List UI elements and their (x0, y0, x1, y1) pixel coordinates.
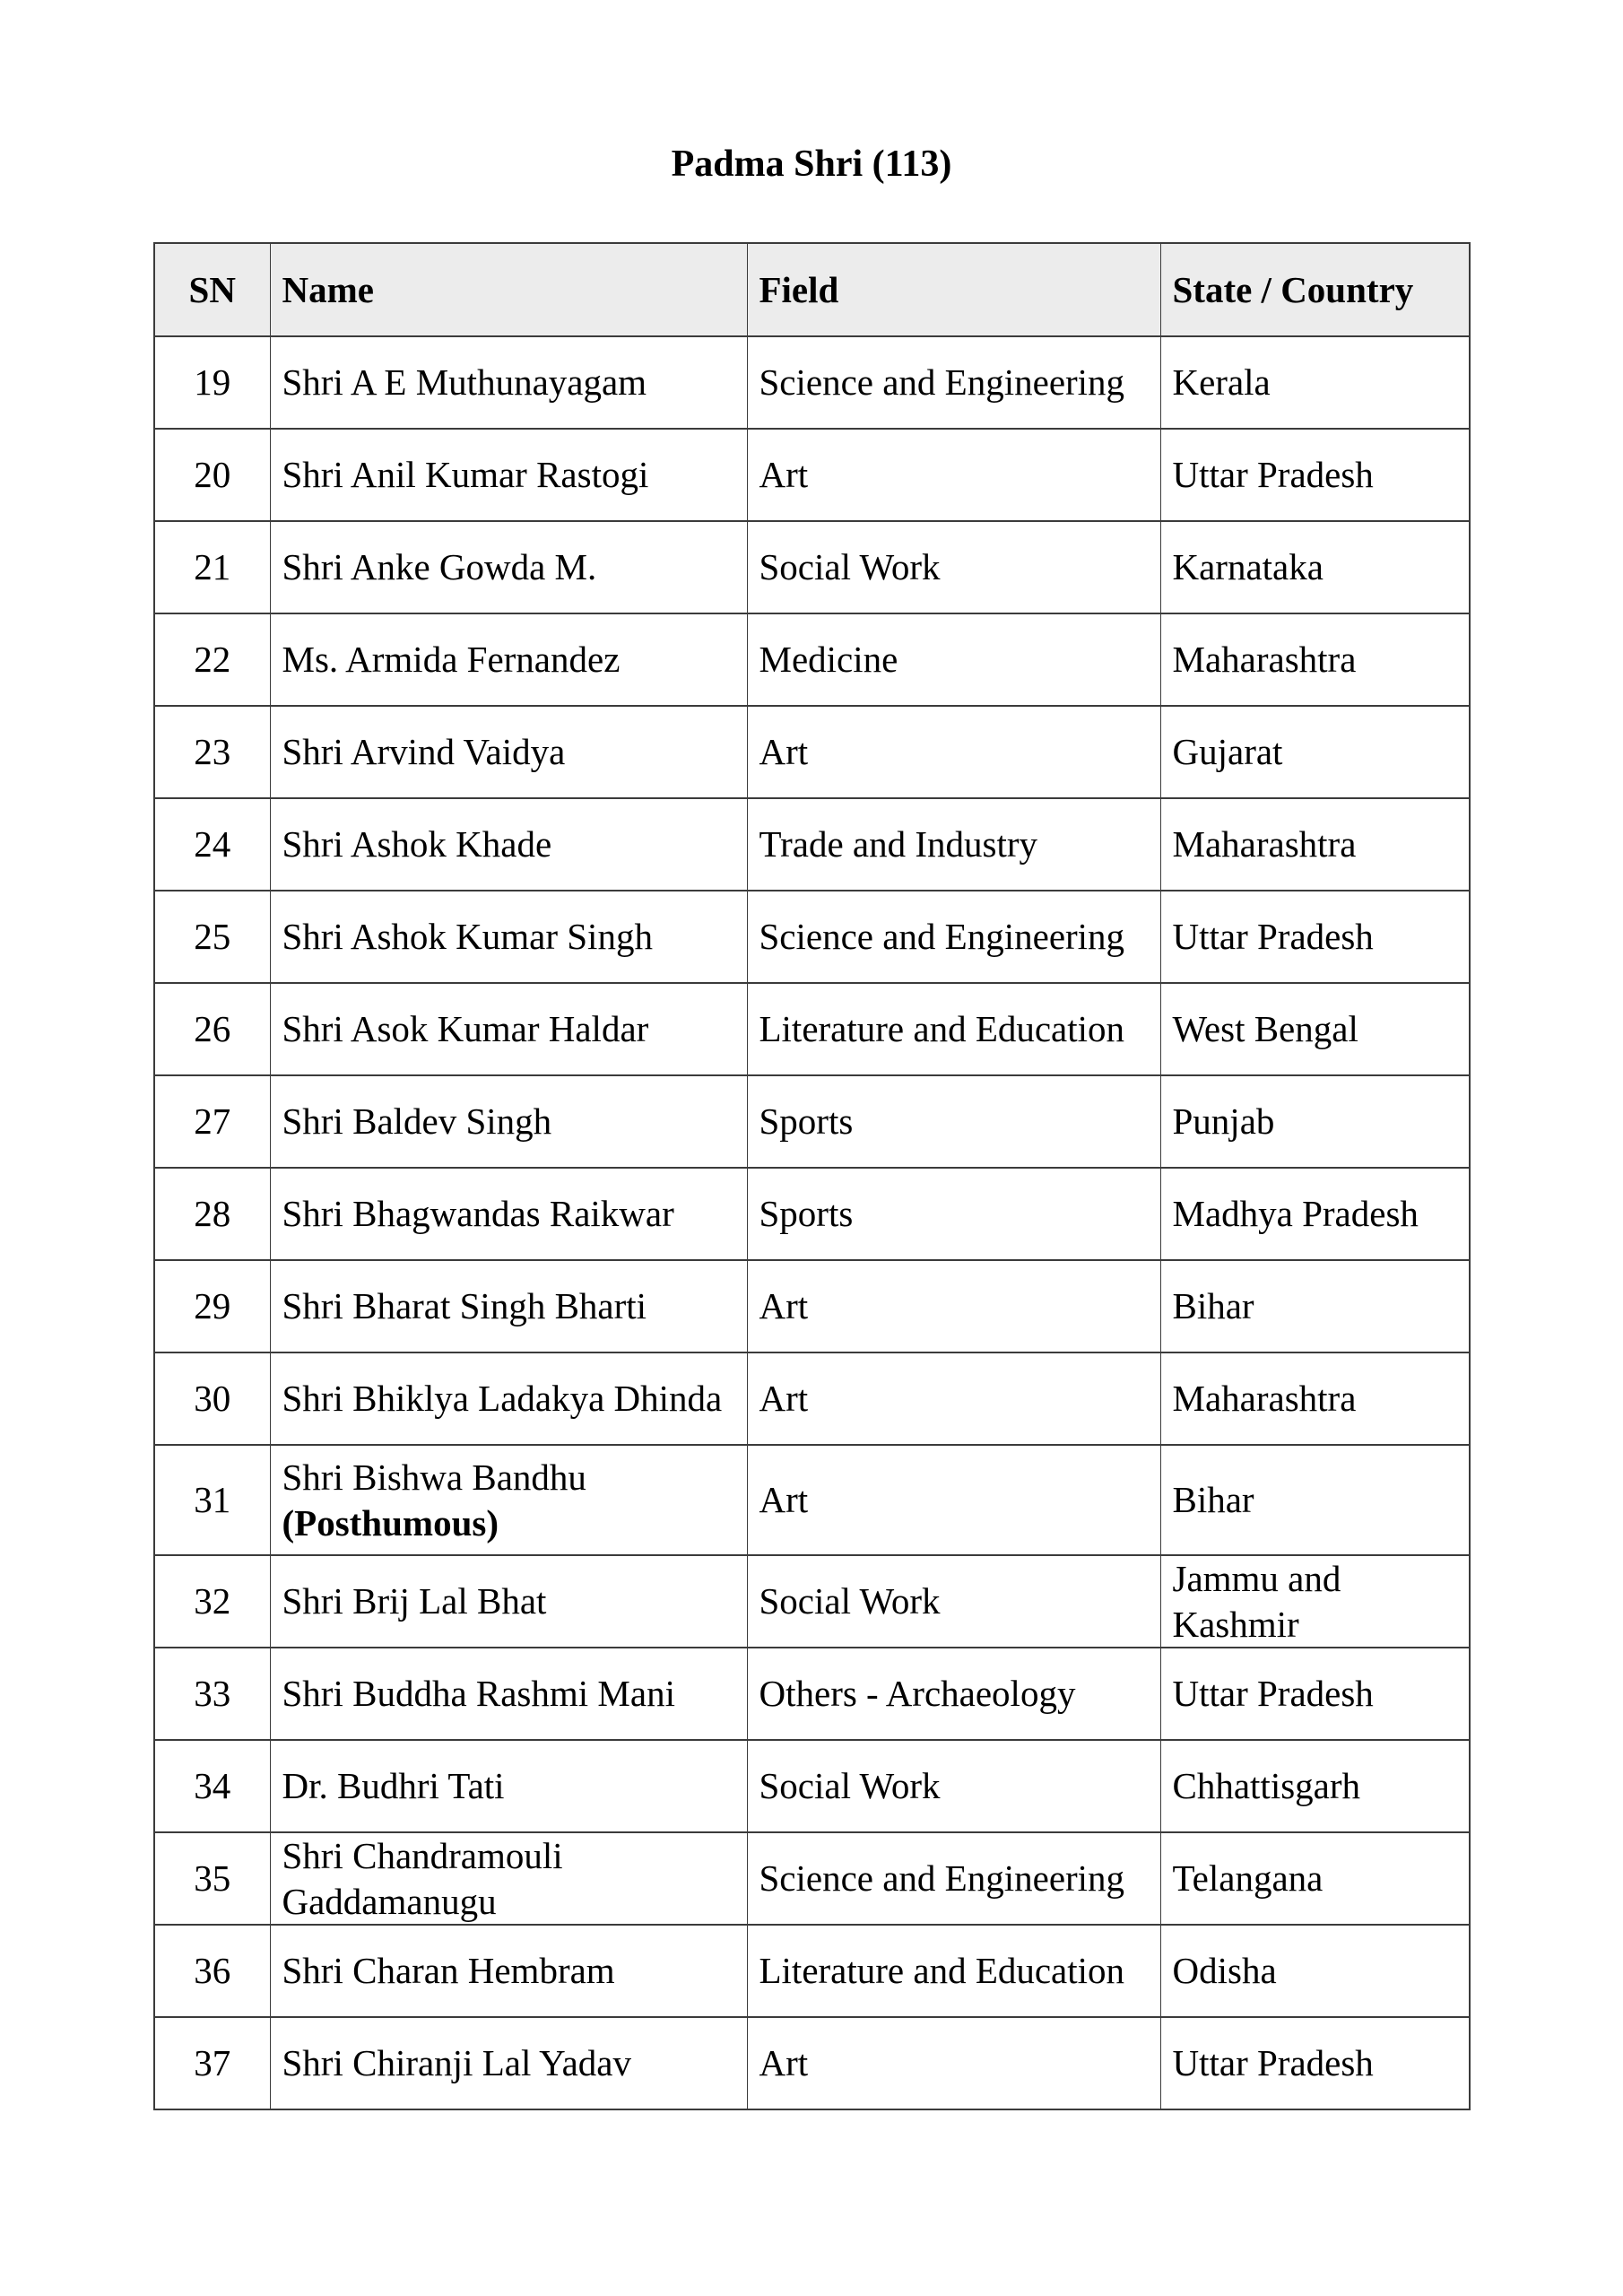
cell-state-country: Karnataka (1160, 521, 1470, 613)
table-row (154, 1555, 1470, 1648)
cell-field: Sports (747, 1168, 1160, 1260)
cell-state-country: Chhattisgarh (1160, 1740, 1470, 1832)
cell-name: Shri Buddha Rashmi Mani (270, 1648, 747, 1740)
cell-field: Literature and Education (747, 1925, 1160, 2017)
table-row (154, 1832, 1470, 1925)
cell-state-country: Uttar Pradesh (1160, 429, 1470, 521)
table-row (154, 521, 1470, 613)
padma-shri-table (153, 242, 1471, 2110)
cell-field: Art (747, 1352, 1160, 1445)
cell-sn: 20 (154, 429, 270, 521)
cell-field: Trade and Industry (747, 798, 1160, 891)
column-header-state-country: State / Country (1160, 243, 1470, 336)
cell-name: Shri Arvind Vaidya (270, 706, 747, 798)
table-row (154, 336, 1470, 429)
table-row (154, 1075, 1470, 1168)
cell-state-country: Maharashtra (1160, 798, 1470, 891)
cell-field: Science and Engineering (747, 891, 1160, 983)
cell-name (270, 1445, 747, 1555)
table-row (154, 613, 1470, 706)
cell-state-country: Punjab (1160, 1075, 1470, 1168)
cell-name: Shri Anil Kumar Rastogi (270, 429, 747, 521)
cell-sn: 19 (154, 336, 270, 429)
cell-name: Shri Chiranji Lal Yadav (270, 2017, 747, 2109)
cell-state-country: Uttar Pradesh (1160, 891, 1470, 983)
cell-name: Shri Asok Kumar Haldar (270, 983, 747, 1075)
cell-state-country: Bihar (1160, 1260, 1470, 1352)
cell-field: Art (747, 1260, 1160, 1352)
cell-state-country: Maharashtra (1160, 613, 1470, 706)
cell-state-country: Uttar Pradesh (1160, 2017, 1470, 2109)
table-header-row (154, 243, 1470, 336)
cell-name: Shri Charan Hembram (270, 1925, 747, 2017)
cell-field: Social Work (747, 1555, 1160, 1648)
cell-state-country: Telangana (1160, 1832, 1470, 1925)
table-row (154, 1740, 1470, 1832)
table-row (154, 2017, 1470, 2109)
cell-state-country: Odisha (1160, 1925, 1470, 2017)
cell-state-country: Uttar Pradesh (1160, 1648, 1470, 1740)
cell-sn: 32 (154, 1555, 270, 1648)
cell-name: Shri Baldev Singh (270, 1075, 747, 1168)
cell-state-country: West Bengal (1160, 983, 1470, 1075)
table-row (154, 1445, 1470, 1555)
cell-field: Others - Archaeology (747, 1648, 1160, 1740)
posthumous-label: (Posthumous) (282, 1501, 499, 1544)
cell-name: Shri Anke Gowda M. (270, 521, 747, 613)
cell-field: Medicine (747, 613, 1160, 706)
table-row (154, 706, 1470, 798)
table-row (154, 1168, 1470, 1260)
table-row (154, 1260, 1470, 1352)
cell-field: Literature and Education (747, 983, 1160, 1075)
cell-sn: 26 (154, 983, 270, 1075)
cell-sn: 31 (154, 1445, 270, 1555)
cell-sn: 35 (154, 1832, 270, 1925)
column-header-name: Name (270, 243, 747, 336)
cell-field: Science and Engineering (747, 336, 1160, 429)
table-row (154, 429, 1470, 521)
cell-state-country: Madhya Pradesh (1160, 1168, 1470, 1260)
cell-name: Ms. Armida Fernandez (270, 613, 747, 706)
cell-sn: 34 (154, 1740, 270, 1832)
cell-sn: 24 (154, 798, 270, 891)
cell-state-country: Gujarat (1160, 706, 1470, 798)
column-header-sn: SN (154, 243, 270, 336)
table-row (154, 1925, 1470, 2017)
cell-sn: 37 (154, 2017, 270, 2109)
cell-state-country: Jammu and Kashmir (1160, 1555, 1470, 1648)
cell-sn: 27 (154, 1075, 270, 1168)
cell-name: Shri Bhagwandas Raikwar (270, 1168, 747, 1260)
column-header-field: Field (747, 243, 1160, 336)
cell-field: Art (747, 2017, 1160, 2109)
name-text: Shri Bishwa Bandhu (282, 1457, 586, 1499)
table-row (154, 1352, 1470, 1445)
cell-sn: 22 (154, 613, 270, 706)
table-row (154, 983, 1470, 1075)
cell-name: Shri Ashok Kumar Singh (270, 891, 747, 983)
cell-sn: 36 (154, 1925, 270, 2017)
cell-field: Social Work (747, 1740, 1160, 1832)
cell-field: Social Work (747, 521, 1160, 613)
table-body (154, 336, 1470, 2109)
cell-name: Shri Chandramouli Gaddamanugu (270, 1832, 747, 1925)
cell-name: Shri Bharat Singh Bharti (270, 1260, 747, 1352)
table-row (154, 891, 1470, 983)
table-row (154, 798, 1470, 891)
cell-sn: 28 (154, 1168, 270, 1260)
cell-name: Shri Ashok Khade (270, 798, 747, 891)
cell-field: Science and Engineering (747, 1832, 1160, 1925)
cell-sn: 33 (154, 1648, 270, 1740)
cell-name: Shri Brij Lal Bhat (270, 1555, 747, 1648)
table-row (154, 1648, 1470, 1740)
cell-state-country: Kerala (1160, 336, 1470, 429)
cell-sn: 23 (154, 706, 270, 798)
cell-field: Art (747, 1445, 1160, 1555)
cell-field: Sports (747, 1075, 1160, 1168)
cell-name: Shri Bhiklya Ladakya Dhinda (270, 1352, 747, 1445)
cell-field: Art (747, 706, 1160, 798)
cell-name: Shri A E Muthunayagam (270, 336, 747, 429)
cell-field: Art (747, 429, 1160, 521)
page-title: Padma Shri (113) (671, 144, 952, 185)
cell-state-country: Maharashtra (1160, 1352, 1470, 1445)
cell-sn: 21 (154, 521, 270, 613)
cell-sn: 29 (154, 1260, 270, 1352)
cell-state-country: Bihar (1160, 1445, 1470, 1555)
cell-name: Dr. Budhri Tati (270, 1740, 747, 1832)
cell-sn: 30 (154, 1352, 270, 1445)
cell-sn: 25 (154, 891, 270, 983)
